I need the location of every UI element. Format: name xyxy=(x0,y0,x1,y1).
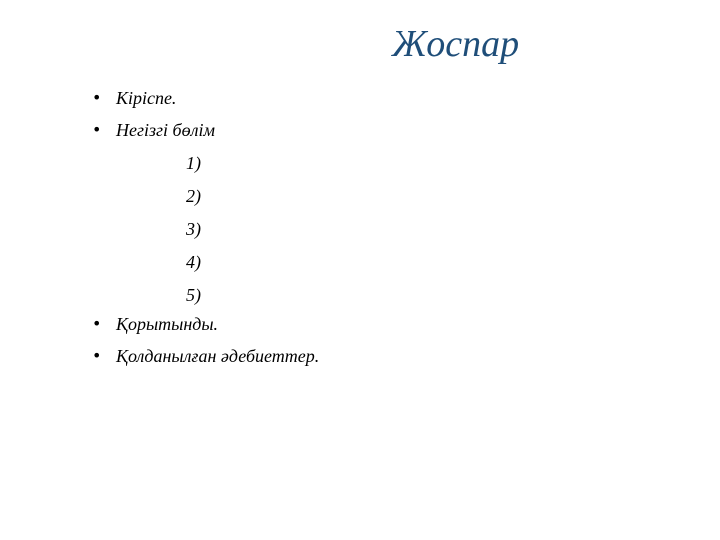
sub-list-item: 3) xyxy=(186,219,201,239)
list-item-text: Негізгі бөлім xyxy=(116,120,215,140)
slide-title: Жоспар xyxy=(392,23,520,65)
list-item-text: Қолданылған әдебиеттер. xyxy=(116,346,320,366)
bullet-icon: • xyxy=(92,346,102,365)
sub-list-item: 1) xyxy=(186,153,201,173)
list-item-text: Кіріспе. xyxy=(116,88,177,108)
bullet-icon: • xyxy=(92,314,102,333)
sub-list-item: 4) xyxy=(186,252,201,272)
list-item xyxy=(92,84,176,112)
list-item xyxy=(92,116,215,144)
bullet-icon: • xyxy=(92,120,102,139)
sub-list-item: 5) xyxy=(186,285,201,305)
bullet-icon: • xyxy=(92,88,102,107)
sub-list-item: 2) xyxy=(186,186,201,206)
list-item xyxy=(92,310,218,338)
list-item xyxy=(92,342,319,370)
list-item-text: Қорытынды. xyxy=(116,314,219,334)
